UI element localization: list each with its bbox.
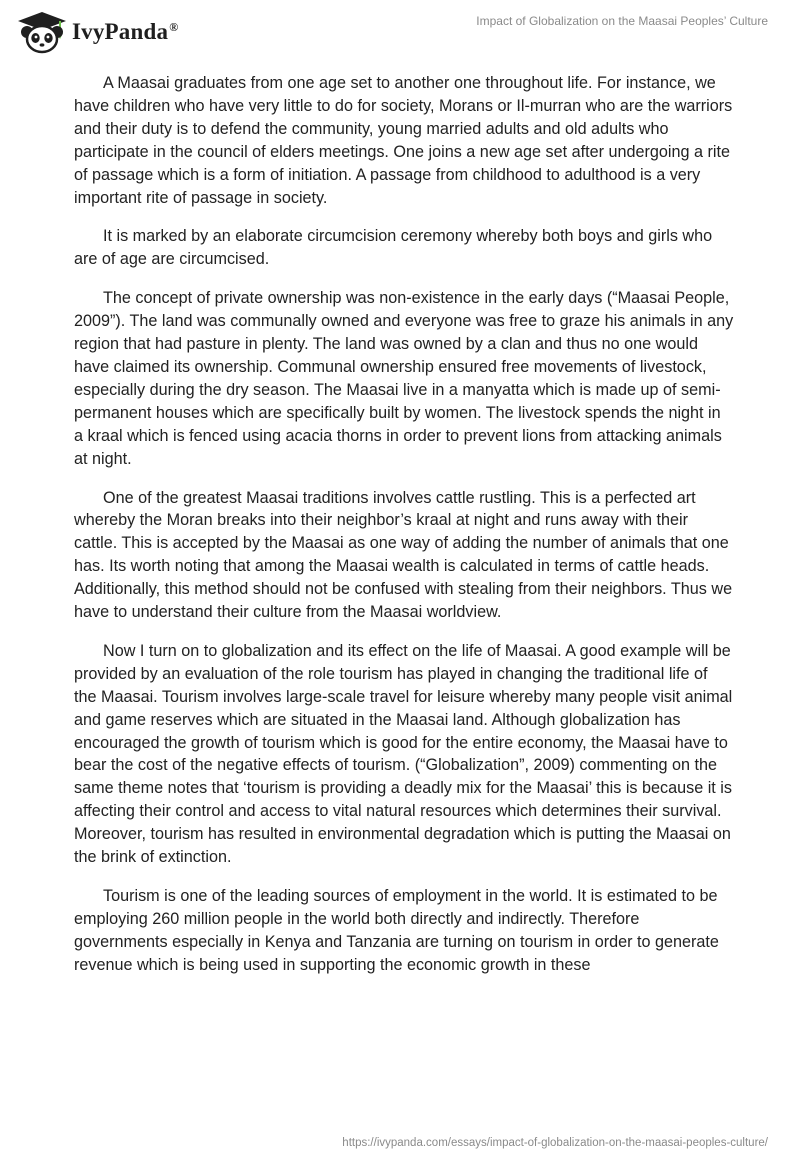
paragraph: The concept of private ownership was non-existence in the early days (“Maasai People, 2009”). The land was communally owned and everyone was free to graze his animals in any region that had pasture in plenty. The land was owned by a clan and thus no one would have claimed its ownership. Communal ownership ensured free movements of livestock, especially during the dry season. The Maasai live in a manyatta which is made up of semi-permanent houses which are specifically built by women. The livestock spends the night in a kraal which is fenced using acacia thorns in order to prevent lions from attacking animals at night. [74,289,734,468]
paragraph: One of the greatest Maasai traditions involves cattle rustling. This is a perfected art whereby the Moran breaks into their neighbor’s kraal at night and runs away with their cattle. This is accepted by the Maasai as one way of adding the number of animals that one has. Its worth noting that among the Maasai wealth is calculated in terms of cattle heads. Additionally, this method should not be confused with stealing from their neighbors. Thus we have to understand their culture from the Maasai worldview. [74,488,733,622]
essay-body [74,72,734,993]
document-title: Impact of Globalization on the Maasai Peoples’ Culture [476,14,768,28]
panda-graduate-icon [14,10,70,54]
paragraph: It is marked by an elaborate circumcision ceremony whereby both boys and girls who are of age are circumcised. [74,227,713,269]
ivypanda-logo[interactable] [14,10,178,54]
paragraph: Tourism is one of the leading sources of employment in the world. It is estimated to be employing 260 million people in the world both directly and indirectly. Therefore governments especially in Kenya and Tanzania are turning on tourism in order to generate revenue which is being used in supporting the economic growth in these [74,887,719,974]
paragraph: Now I turn on to globalization and its effect on the life of Maasai. A good example will be provided by an evaluation of the role tourism has played in changing the traditional life of the Maasai. Tourism involves large-scale travel for leisure whereby many people visit animal and game reserves which are situated in the Maasai land. Although globalization has encouraged the growth of tourism which is good for the entire economy, the Maasai have to bear the cost of the negative effects of tourism. (“Globalization”, 2009) commenting on the same theme notes that ‘tourism is providing a deadly mix for the Maasai’ this is because it is affecting their control and access to vital natural resources which determines their survival. Moreover, tourism has resulted in environmental degradation which is putting the Maasai on the brink of extinction. [74,641,733,867]
brand-name-text: IvyPanda [72,19,169,44]
source-url-link[interactable]: https://ivypanda.com/essays/impact-of-globalization-on-the-maasai-peoples-culture/ [342,1137,768,1149]
brand-name [72,19,178,45]
registered-mark: ® [169,20,179,34]
paragraph: A Maasai graduates from one age set to another one throughout life. For instance, we have children who have very little to do for society, Morans or Il-murran who are the warriors and their duty is to defend the community, young married adults and old adults who participate in the council of elders meetings. One joins a new age set after undergoing a rite of passage which is a form of initiation. A passage from childhood to adulthood is a very important rite of passage in society. [74,74,733,207]
page-header [0,0,800,60]
